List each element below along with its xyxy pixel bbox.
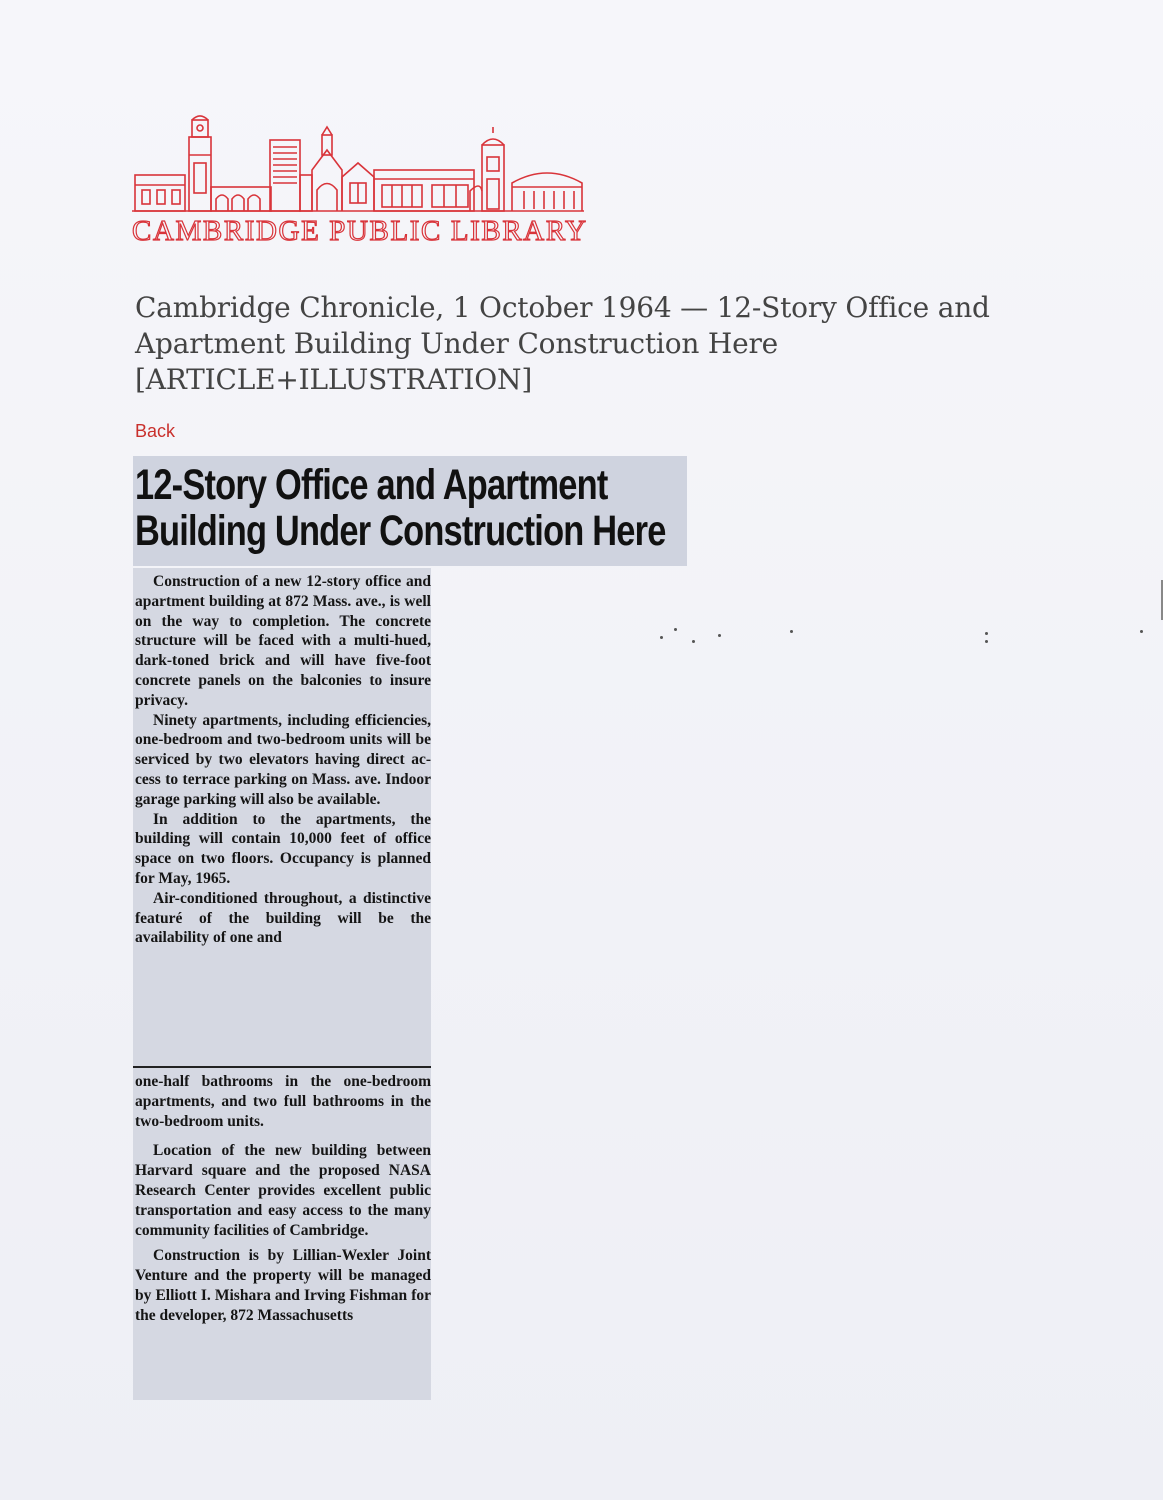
library-logo-text: CAMBRIDGE PUBLIC LIBRARY: [132, 215, 588, 247]
scan-specks: [640, 600, 1160, 660]
article-paragraph: one-half bathrooms in the one-bedroom apartments, and two full bathrooms in the two-bedroom units.: [135, 1073, 431, 1130]
library-skyline-icon: [132, 115, 587, 215]
column-divider: [133, 1060, 431, 1068]
article-paragraph: Location of the new building between Harvard square and the proposed NASA Research Center provides excellent public transportation and easy access to the many community facilities of Cambridge.: [135, 1142, 431, 1239]
clipping-column-bottom: [133, 1068, 431, 1400]
article-paragraph: Construction of a new 12-story office and apartment building at 872 Mass. ave., is well on the way to completion. The concrete structure will be faced with a multi-hued, dark-toned brick and will have five-foot concrete panels on the balconies to insure privacy.: [135, 573, 431, 709]
clipping-headline: [133, 456, 687, 566]
document-title: Cambridge Chronicle, 1 October 1964 — 12-Story Office and Apartment Building Under Construction Here [ARTICLE+ILLUSTRATION]: [135, 291, 990, 396]
article-paragraph: Air-conditioned throughout, a distinctive featuré of the building will be the availability of one and: [135, 889, 431, 947]
article-paragraph: In addition to the apartments, the building will contain 10,000 feet of office space on two floors. Occupancy is planned for May, 1965.: [135, 810, 431, 887]
headline-line-1: 12-Story Office and Apartment: [135, 461, 608, 509]
article-paragraph: Construction is by Lillian-Wexler Joint Venture and the property will be managed by Elliott I. Mishara and Irving Fishman for the developer, 872 Massachusetts: [135, 1247, 431, 1324]
library-logo[interactable]: [132, 115, 587, 250]
article-paragraph: Ninety apartments, including efficiencies, one-bedroom and two-bedroom units will be serviced by two elevators having direct access to terrace parking on Mass. ave. Indoor garage parking will also be available.: [135, 711, 431, 808]
back-link[interactable]: Back: [135, 421, 176, 441]
headline-line-2: Building Under Construction Here: [135, 507, 666, 555]
clipping-column-top: [133, 568, 431, 1060]
